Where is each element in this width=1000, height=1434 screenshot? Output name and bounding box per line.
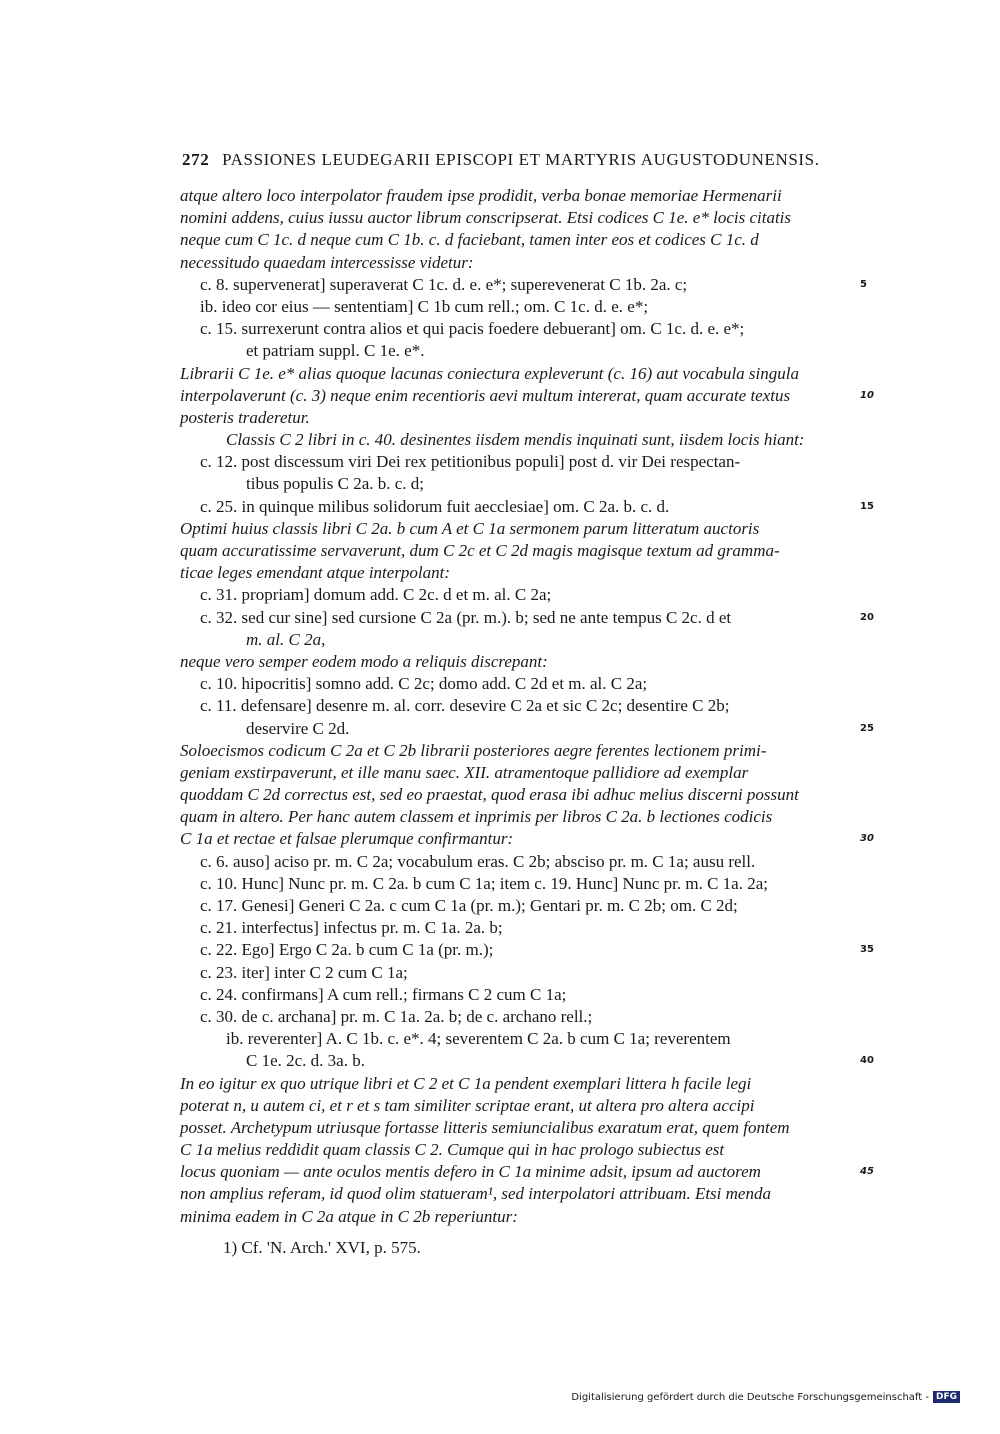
text-line	[180, 939, 874, 961]
line-text: c. 23. iter] inter C 2 cum C 1a;	[200, 962, 408, 982]
footnote: 1) Cf. 'N. Arch.' XVI, p. 575.	[223, 1238, 421, 1257]
line-text: neque cum C 1c. d neque cum C 1b. c. d faciebant, tamen inter eos et codices C 1c. d	[180, 230, 759, 250]
line-text: c. 10. hipocritis] somno add. C 2c; domo add. C 2d et m. al. C 2a;	[200, 674, 648, 694]
text-line	[180, 407, 852, 429]
text-line	[180, 629, 852, 651]
line-text: locus quoniam — ante oculos mentis defero in C 1a minime adsit, ipsum ad auctorem	[180, 1162, 761, 1182]
text-line	[180, 806, 852, 828]
line-text: c. 25. in quinque milibus solidorum fuit aecclesiae] om. C 2a. b. c. d.	[200, 496, 670, 516]
line-number: 15	[860, 500, 874, 512]
running-title: PASSIONES LEUDEGARII EPISCOPI ET MARTYRIS AUGUSTODUNENSIS.	[222, 150, 820, 169]
text-line	[180, 828, 874, 850]
line-text: In eo igitur ex quo utrique libri et C 2 et C 1a pendent exemplari littera h facile legi	[180, 1073, 752, 1093]
text-line	[180, 185, 852, 207]
text-line	[180, 252, 852, 274]
text-line	[180, 429, 852, 451]
text-line	[180, 1206, 852, 1228]
line-text: non amplius referam, id quod olim statueram¹, sed interpolatori attribuam. Etsi menda	[180, 1184, 771, 1204]
line-text: c. 21. interfectus] infectus pr. m. C 1a. 2a. b;	[200, 918, 503, 938]
line-text: c. 6. auso] aciso pr. m. C 2a; vocabulum eras. C 2b; absciso pr. m. C 1a; ausu rell.	[200, 851, 756, 871]
line-text: Librarii C 1e. e* alias quoque lacunas coniectura expleverunt (c. 16) aut vocabula singula	[180, 363, 799, 383]
line-text: neque vero semper eodem modo a reliquis discrepant:	[180, 651, 548, 671]
line-text: c. 32. sed cur sine] sed cursione C 2a (pr. m.). b; sed ne ante tempus C 2c. d et	[200, 607, 732, 627]
line-text: c. 17. Genesi] Generi C 2a. c cum C 1a (pr. m.); Gentari pr. m. C 2b; om. C 2d;	[200, 896, 738, 915]
text-line	[180, 1183, 852, 1205]
line-text: c. 15. surrexerunt contra alios et qui pacis foedere debuerant] om. C 1c. d. e. e*;	[200, 319, 745, 339]
text-line	[180, 540, 852, 562]
text-line	[180, 673, 852, 695]
line-text: c. 11. defensare] desenre m. al. corr. desevire C 2a et sic C 2c; desentire C 2b;	[200, 696, 730, 716]
text-line	[180, 385, 874, 407]
line-text: c. 22. Ego] Ergo C 2a. b cum C 1a (pr. m.);	[200, 940, 494, 960]
line-text: Soloecismos codicum C 2a et C 2b librarii posteriores aegre ferentes lectionem primi-	[180, 740, 767, 760]
text-line	[180, 607, 874, 629]
text-line	[180, 740, 852, 762]
page-number: 272	[182, 150, 210, 169]
line-text: ib. ideo cor eius — sententiam] C 1b cum rell.; om. C 1c. d. e. e*;	[200, 296, 649, 316]
text-line	[180, 762, 852, 784]
line-number: 40	[860, 1055, 874, 1067]
line-text: atque altero loco interpolator fraudem ipse prodidit, verba bonae memoriae Hermenarii	[180, 186, 782, 205]
line-text: c. 30. de c. archana] pr. m. C 1a. 2a. b; de c. archano rell.;	[200, 1006, 593, 1026]
line-number: 35	[860, 944, 874, 956]
line-number: 10	[860, 389, 874, 401]
line-text: quoddam C 2d correctus est, sed eo praestat, quod erasa ibi adhuc melius discerni possunt	[180, 785, 799, 805]
text-line	[180, 496, 874, 518]
line-number: 20	[860, 611, 874, 623]
line-text: C 1e. 2c. d. 3a. b.	[246, 1051, 365, 1071]
text-line	[180, 451, 852, 473]
line-text: c. 31. propriam] domum add. C 2c. d et m. al. C 2a;	[200, 585, 552, 605]
text-line	[180, 1028, 852, 1050]
text-line	[180, 651, 852, 673]
text-line	[180, 473, 852, 495]
text-line	[180, 984, 852, 1006]
line-text: quam in altero. Per hanc autem classem et inprimis per libros C 2a. b lectiones codicis	[180, 807, 773, 827]
text-line	[180, 873, 852, 895]
line-text: quam accuratissime servaverunt, dum C 2c et C 2d magis magisque textum ad gramma-	[180, 541, 780, 560]
credit-text: Digitalisierung gefördert durch die Deutsche Forschungsgemeinschaft -	[571, 1391, 929, 1403]
running-header	[182, 150, 852, 170]
line-text: C 1a melius reddidit quam classis C 2. Cumque qui in hac prologo subiectus est	[180, 1140, 725, 1160]
text-line	[180, 518, 852, 540]
main-text	[180, 185, 874, 1228]
line-text: Optimi huius classis libri C 2a. b cum A et C 1a sermonem parum litteratum auctoris	[180, 518, 760, 538]
digitization-credit	[571, 1391, 960, 1403]
line-text: poterat n, u autem ci, et r et s tam similiter scriptae erant, ut altera pro altera accipi	[180, 1095, 755, 1115]
line-text: nomini addens, cuius iussu auctor librum conscripserat. Etsi codices C 1e. e* locis citatis	[180, 208, 792, 228]
text-line	[180, 917, 852, 939]
line-text: posset. Archetypum utriusque fortasse litteris semiuncialibus exaratum erat, quem fontem	[180, 1117, 790, 1137]
line-text: c. 10. Hunc] Nunc pr. m. C 2a. b cum C 1a; item c. 19. Hunc] Nunc pr. m. C 1a. 2a;	[200, 873, 768, 893]
line-text: necessitudo quaedam intercessisse videtur:	[180, 252, 474, 272]
line-text: et patriam suppl. C 1e. e*.	[246, 341, 425, 361]
line-text: minima eadem in C 2a atque in C 2b reperiuntur:	[180, 1206, 518, 1226]
line-number: 30	[860, 833, 874, 845]
text-line	[180, 363, 852, 385]
line-number: 25	[860, 722, 874, 734]
line-text: posteris traderetur.	[180, 407, 310, 427]
text-line	[180, 1117, 852, 1139]
text-line	[180, 695, 852, 717]
line-text: c. 12. post discessum viri Dei rex petitionibus populi] post d. vir Dei respectan-	[200, 452, 741, 472]
line-text: geniam exstirpaverunt, et ille manu saec. XII. atramentoque pallidiore ad exemplar	[180, 762, 749, 782]
text-line	[180, 1006, 852, 1028]
line-number: 5	[860, 278, 867, 290]
text-line	[180, 584, 852, 606]
text-line	[180, 562, 852, 584]
text-line	[180, 718, 874, 740]
line-text: tibus populis C 2a. b. c. d;	[246, 474, 425, 494]
text-line	[180, 1095, 852, 1117]
line-text: ib. reverenter] A. C 1b. c. e*. 4; severentem C 2a. b cum C 1a; reverentem	[226, 1029, 731, 1049]
line-text: c. 8. supervenerat] superaverat C 1c. d. e. e*; superevenerat C 1b. 2a. c;	[200, 274, 688, 294]
dfg-logo: DFG	[933, 1391, 960, 1403]
text-line	[180, 895, 852, 917]
text-line	[180, 784, 852, 806]
text-line	[180, 207, 852, 229]
text-line	[180, 1073, 852, 1095]
line-text: ticae leges emendant atque interpolant:	[180, 563, 451, 583]
text-line	[180, 1161, 874, 1183]
line-number: 45	[860, 1166, 874, 1178]
text-line	[180, 1050, 874, 1072]
text-line	[180, 1139, 852, 1161]
text-line	[180, 229, 852, 251]
text-line	[180, 962, 852, 984]
line-text: m. al. C 2a,	[246, 629, 326, 649]
line-text: C 1a et rectae et falsae plerumque confirmantur:	[180, 829, 514, 849]
text-line	[180, 318, 852, 340]
line-text: Classis C 2 libri in c. 40. desinentes iisdem mendis inquinati sunt, iisdem locis hiant:	[226, 430, 805, 450]
line-text: c. 24. confirmans] A cum rell.; firmans C 2 cum C 1a;	[200, 984, 567, 1004]
text-line	[180, 296, 852, 318]
line-text: interpolaverunt (c. 3) neque enim recentioris aevi multum intererat, quam accurate textus	[180, 385, 791, 405]
text-line	[180, 340, 852, 362]
text-line	[180, 274, 867, 296]
text-line	[180, 851, 852, 873]
line-text: deservire C 2d.	[246, 718, 350, 738]
